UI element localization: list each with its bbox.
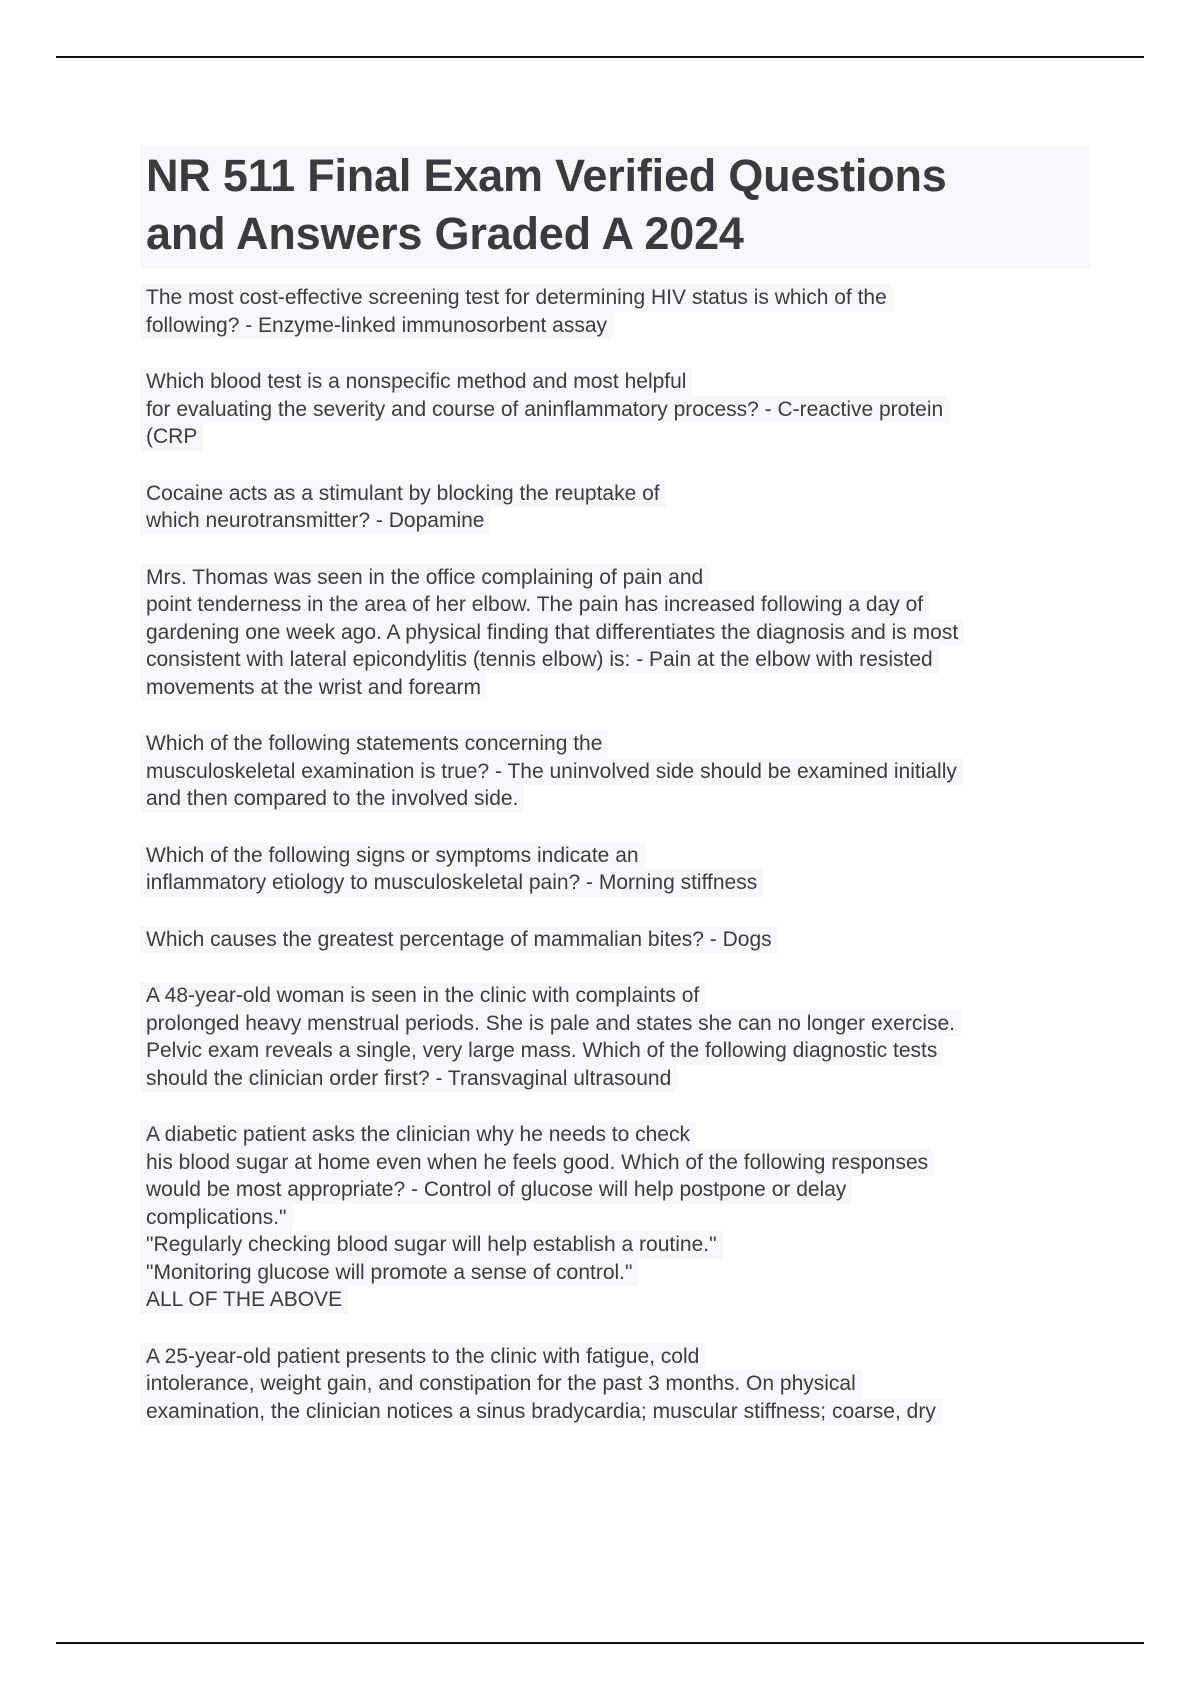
qa-line: Cocaine acts as a stimulant by blocking the reuptake of xyxy=(140,480,666,508)
qa-item xyxy=(140,284,1100,339)
qa-line: Pelvic exam reveals a single, very large mass. Which of the following diagnostic tests xyxy=(140,1037,943,1065)
qa-line: "Regularly checking blood sugar will help establish a routine." xyxy=(140,1231,723,1259)
qa-line: A 25-year-old patient presents to the clinic with fatigue, cold xyxy=(140,1343,705,1371)
bottom-rule xyxy=(56,1642,1144,1644)
qa-line: following? - Enzyme-linked immunosorbent assay xyxy=(140,312,613,340)
qa-item xyxy=(140,480,1100,535)
qa-line: gardening one week ago. A physical finding that differentiates the diagnosis and is most xyxy=(140,619,964,647)
title-line: and Answers Graded A 2024 xyxy=(146,208,744,259)
qa-item xyxy=(140,842,1100,897)
qa-item xyxy=(140,982,1100,1092)
qa-line: musculoskeletal examination is true? - The uninvolved side should be examined initially xyxy=(140,758,963,786)
qa-line: intolerance, weight gain, and constipation for the past 3 months. On physical xyxy=(140,1370,862,1398)
qa-line: A diabetic patient asks the clinician why he needs to check xyxy=(140,1121,696,1149)
qa-line: would be most appropriate? - Control of glucose will help postpone or delay xyxy=(140,1176,852,1204)
qa-line: movements at the wrist and forearm xyxy=(140,674,487,702)
page-title xyxy=(140,145,1090,269)
qa-item xyxy=(140,564,1100,702)
qa-line: consistent with lateral epicondylitis (tennis elbow) is: - Pain at the elbow with resisted xyxy=(140,646,939,674)
qa-line: for evaluating the severity and course of aninflammatory process? - C-reactive protein xyxy=(140,396,949,424)
qa-line: complications." xyxy=(140,1204,293,1232)
qa-line: and then compared to the involved side. xyxy=(140,785,524,813)
qa-line: Which blood test is a nonspecific method and most helpful xyxy=(140,368,692,396)
qa-item xyxy=(140,926,1100,954)
qa-item xyxy=(140,1121,1100,1314)
qa-line: examination, the clinician notices a sinus bradycardia; muscular stiffness; coarse, dry xyxy=(140,1398,942,1426)
title-line: NR 511 Final Exam Verified Questions xyxy=(146,150,947,201)
qa-line: Which of the following statements concerning the xyxy=(140,730,608,758)
qa-line: A 48-year-old woman is seen in the clinic with complaints of xyxy=(140,982,705,1010)
question-answer-list xyxy=(140,284,1100,1454)
qa-line: Which causes the greatest percentage of mammalian bites? - Dogs xyxy=(140,926,778,954)
qa-line: should the clinician order first? - Transvaginal ultrasound xyxy=(140,1065,677,1093)
qa-item xyxy=(140,730,1100,813)
qa-line: The most cost-effective screening test for determining HIV status is which of the xyxy=(140,284,893,312)
qa-line: inflammatory etiology to musculoskeletal pain? - Morning stiffness xyxy=(140,869,763,897)
qa-line: ALL OF THE ABOVE xyxy=(140,1286,348,1314)
qa-line: "Monitoring glucose will promote a sense of control." xyxy=(140,1259,638,1287)
top-rule xyxy=(56,56,1144,58)
qa-line: Which of the following signs or symptoms indicate an xyxy=(140,842,645,870)
qa-line: his blood sugar at home even when he feels good. Which of the following responses xyxy=(140,1149,934,1177)
qa-line: prolonged heavy menstrual periods. She is pale and states she can no longer exercise. xyxy=(140,1010,961,1038)
qa-line: (CRP xyxy=(140,423,203,451)
qa-line: point tenderness in the area of her elbow. The pain has increased following a day of xyxy=(140,591,929,619)
qa-item xyxy=(140,368,1100,451)
qa-item xyxy=(140,1343,1100,1426)
qa-line: which neurotransmitter? - Dopamine xyxy=(140,507,490,535)
qa-line: Mrs. Thomas was seen in the office complaining of pain and xyxy=(140,564,709,592)
